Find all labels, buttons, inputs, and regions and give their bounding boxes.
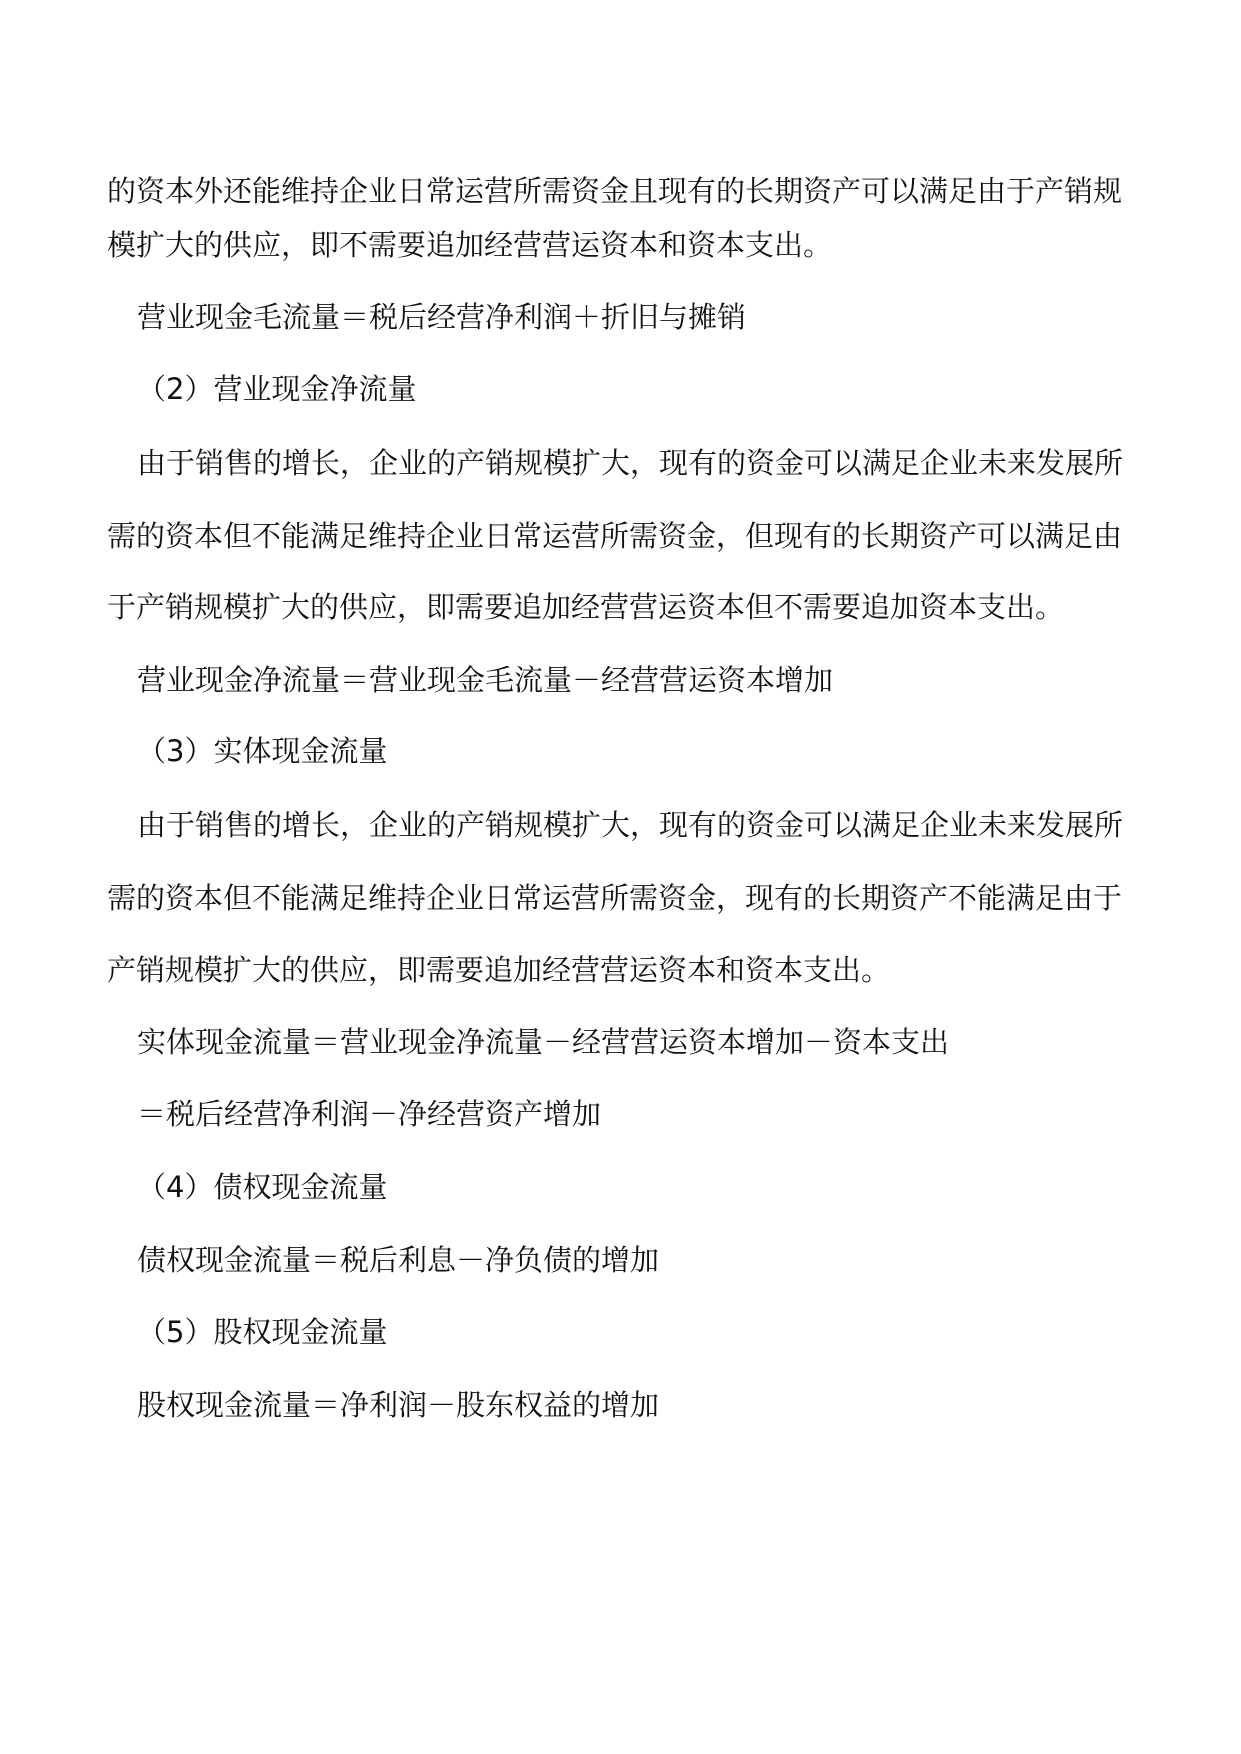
- section-heading: （4）债权现金流量: [137, 1170, 388, 1204]
- paragraph-line: 需的资本但不能满足维持企业日常运营所需资金，现有的长期资产不能满足由于: [107, 881, 1123, 915]
- formula-line: 实体现金流量＝营业现金净流量－经营营运资本增加－资本支出: [137, 1025, 950, 1059]
- paragraph-line: 产销规模扩大的供应，即需要追加经营营运资本和资本支出。: [107, 953, 891, 987]
- paragraph-line: 模扩大的供应，即不需要追加经营营运资本和资本支出。: [107, 228, 833, 262]
- formula-line: 股权现金流量＝净利润－股东权益的增加: [137, 1388, 660, 1422]
- section-heading: （3）实体现金流量: [137, 734, 388, 768]
- formula-line: 营业现金毛流量＝税后经营净利润＋折旧与摊销: [137, 300, 747, 334]
- formula-line: ＝税后经营净利润－净经营资产增加: [137, 1097, 602, 1131]
- section-heading: （2）营业现金净流量: [137, 372, 417, 406]
- paragraph-line: 由于销售的增长，企业的产销规模扩大，现有的资金可以满足企业未来发展所: [137, 446, 1124, 480]
- formula-line: 营业现金净流量＝营业现金毛流量－经营营运资本增加: [137, 663, 834, 697]
- paragraph-line: 需的资本但不能满足维持企业日常运营所需资金，但现有的长期资产可以满足由: [107, 519, 1123, 553]
- paragraph-line: 的资本外还能维持企业日常运营所需资金且现有的长期资产可以满足由于产销规: [107, 174, 1123, 208]
- section-heading: （5）股权现金流量: [137, 1315, 388, 1349]
- paragraph-line: 于产销规模扩大的供应，即需要追加经营营运资本但不需要追加资本支出。: [107, 590, 1065, 624]
- paragraph-line: 由于销售的增长，企业的产销规模扩大，现有的资金可以满足企业未来发展所: [137, 808, 1124, 842]
- formula-line: 债权现金流量＝税后利息－净负债的增加: [137, 1243, 660, 1277]
